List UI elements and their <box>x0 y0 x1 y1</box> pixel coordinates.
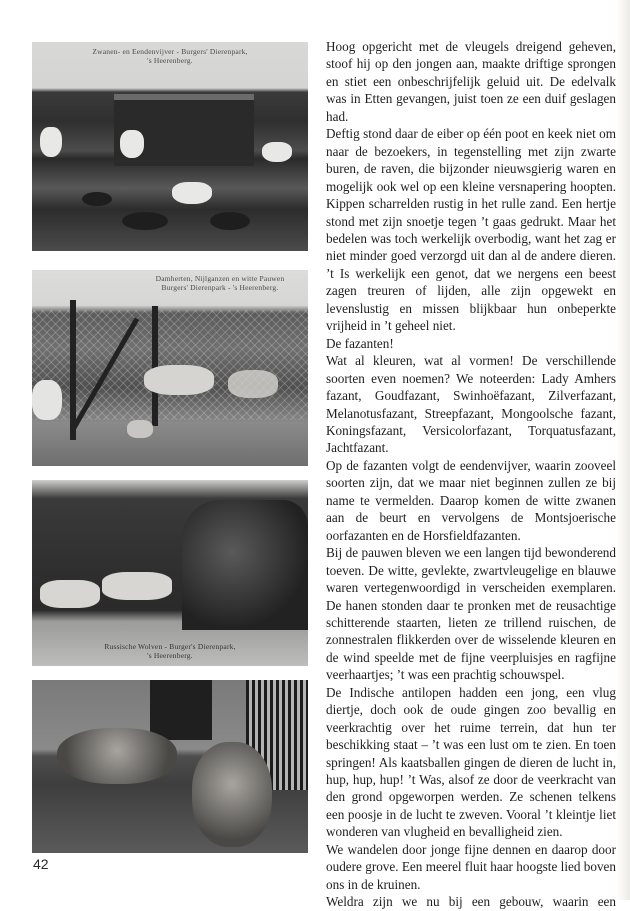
goose-shape <box>127 420 153 438</box>
paragraph: Op de fazanten volgt de eendenvijver, waarin zooveel soorten zijn, dat we maar niet beginnen zullen ze bij name te vermelden. Daarop komen de witte zwanen aan de beurt en vervolgens de Montsjoerische oorfazanten en de Horsfieldfazanten. <box>326 457 616 543</box>
swan-shape <box>262 142 292 162</box>
peacock-shape <box>32 380 62 420</box>
caption-line: Russische Wolven - Burger's Dierenpark, <box>104 642 236 651</box>
caption-line: Burgers' Dierenpark - 's Heerenberg. <box>161 283 279 292</box>
photo-caption <box>32 47 308 65</box>
caption-line: Damherten, Nijlganzen en witte Pauwen <box>155 274 285 283</box>
duck-shape <box>82 192 112 206</box>
caption-line: 's Heerenberg. <box>147 56 193 65</box>
rock-shape <box>182 500 308 630</box>
photo-wolves <box>32 480 308 666</box>
caption-line: Zwanen- en Eendenvijver - Burgers' Dierenpark, <box>92 47 248 56</box>
paragraph: We wandelen door jonge fijne dennen en daarop door oudere grove. Een meerel fluit haar hoogste lied boven ons in de kruinen. <box>326 841 616 892</box>
photo-deer-geese-peacocks <box>32 270 308 466</box>
caption-line: 's Heerenberg. <box>147 651 193 660</box>
paragraph: Bij de pauwen bleven we een langen tijd bewonderend toeven. De witte, gevlekte, zwartvleugelige en blauwe waren vertegenwoordigd in verscheiden exemplaren. De hanen stonden daar te pronken met de reusachtige schitterende staarten, lieten ze trillend ruischen, de zonnestralen flikkerden over de wisselende kleuren en de wind speelde met de fijne veerpluisjes en ragfijne veerhaartjes; ’t was een prachtig schouwspel. <box>326 545 616 683</box>
swan-shape <box>120 130 144 158</box>
page-number: 42 <box>33 856 49 872</box>
deer-shape <box>144 365 214 395</box>
page-edge-shadow <box>616 0 630 900</box>
paragraph: De fazanten! <box>326 335 394 351</box>
duck-shape <box>122 212 168 230</box>
wolf-shape <box>40 580 100 608</box>
swan-shape <box>40 127 62 157</box>
cage-door-shape <box>150 680 212 740</box>
deer-shape <box>228 370 278 398</box>
photo-caption <box>32 642 308 660</box>
duck-shape <box>210 212 250 230</box>
photo-swan-duck-pond <box>32 42 308 251</box>
paragraph: Weldra zijn we nu bij een gebouw, waarin een <box>326 894 616 910</box>
photo-caption <box>132 274 308 292</box>
lion-shape <box>57 728 177 784</box>
swan-shape <box>172 182 212 204</box>
lion-shape <box>192 742 272 847</box>
paragraph: De Indische antilopen hadden een jong, een vlug diertje, doch ook de oude gingen zoo bevallig en veerkrachtig over het ruime terrein, dat hun ter beschikking staat – ’t was een lust om te zien. En toen springen! Als kaatsballen gingen de dieren de lucht in, hup, hup, hup! ’t Was, alsof ze door de veerkracht van den grond opgeworpen werden. Ze schenen telkens een poosje in de lucht te zweven. Vooral ’t kleintje liet wonderen van vlugheid en bevalligheid zien. <box>326 684 616 840</box>
paragraph: Hoog opgericht met de vleugels dreigend geheven, stoof hij op den jongen aan, maakte driftige sprongen en stiet een onbeschrijfelijk geluid uit. De edelvalk was in Etten gevangen, juist toen ze een duif geslagen had. <box>326 39 616 124</box>
photo-lions <box>32 680 308 853</box>
wolf-shape <box>102 572 172 600</box>
paragraph: Wat al kleuren, wat al vormen! De verschillende soorten even noemen? We noteerden: Lady Amhers fazant, Goudfazant, Swinhoëfazant, Zilverfazant, Melanotusfazant, Streepfazant, Mongoolsche fazant, Koningsfazant, Versicolorfazant, Torquatusfazant, Jachtfazant. <box>326 353 616 456</box>
body-text-column <box>326 38 616 911</box>
paragraph: Deftig stond daar de eiber op één poot en keek niet om naar de bezoekers, in tegenstelling met zijn zwarte buren, de raven, die bijzonder nieuwsgierig waren en mogelijk ook wel op een kleine versnapering hoopten. Kippen scharrelden rustig in het rulle zand. Een hertje stond met zijn snoetje tegen ’t gaas gedrukt. Maar het bedelen was toch werkelijk overbodig, want het zag er niet minder goed verzorgd uit dan al de andere dieren. ’t Is werkelijk een genot, dat we nergens een beest zagen treuren of lijden, alle zijn opgewekt en levenslustig en missen blijkbaar hun onbeperkte vrijheid in ’t geheel niet. <box>326 126 616 334</box>
